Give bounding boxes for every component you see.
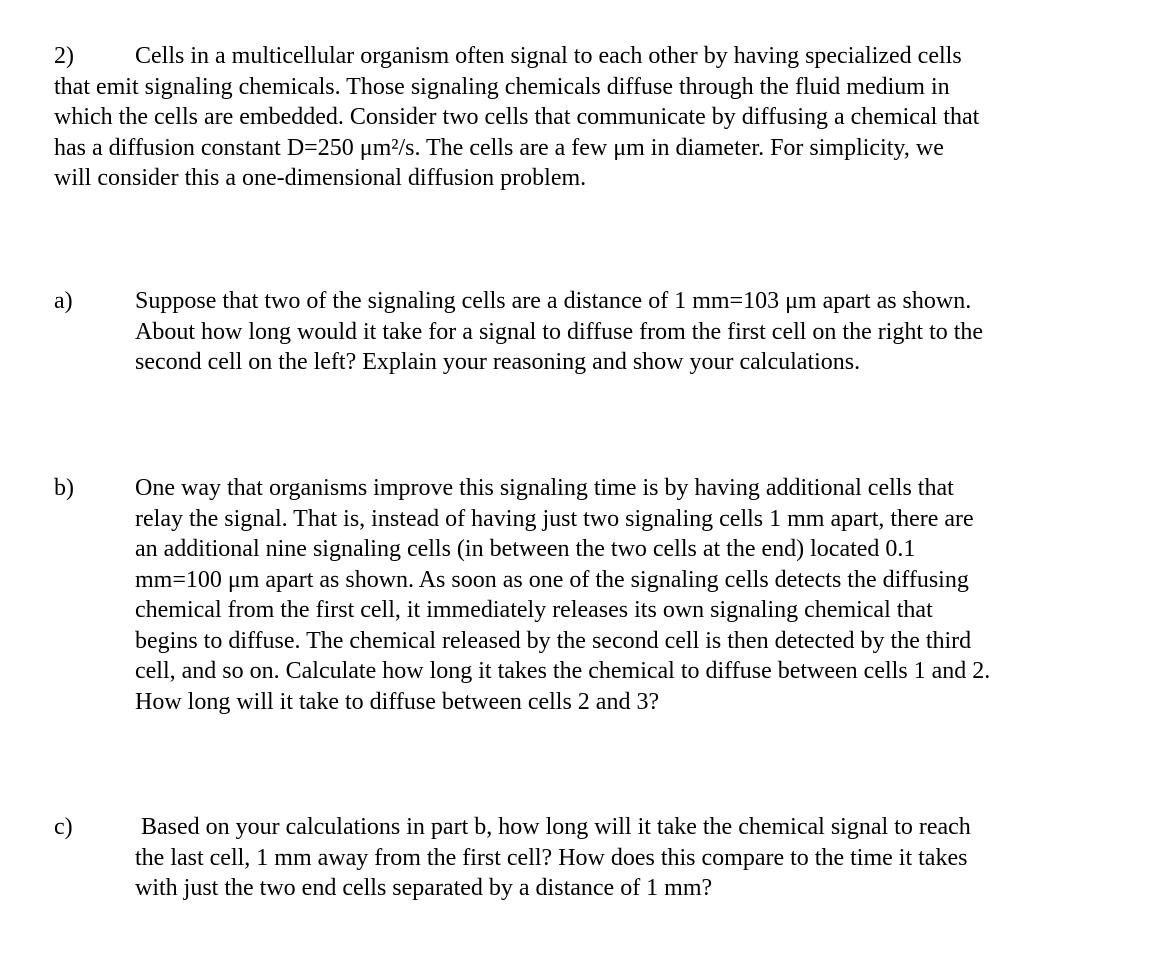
part-c xyxy=(54,812,1114,904)
part-b-line: mm=100 μm apart as shown. As soon as one of the signaling cells detects the diffusing xyxy=(135,566,969,593)
part-a-text xyxy=(135,286,1114,378)
part-b-line: begins to diffuse. The chemical released by the second cell is then detected by the third xyxy=(135,627,972,654)
part-b-line: One way that organisms improve this signaling time is by having additional cells that xyxy=(135,475,954,501)
part-b-text xyxy=(135,473,1114,717)
part-b-label: b) xyxy=(54,475,74,501)
part-c-line: with just the two end cells separated by a distance of 1 mm? xyxy=(135,875,713,901)
part-a-line: About how long would it take for a signal to diffuse from the first cell on the right to the xyxy=(135,318,984,345)
part-b-line: How long will it take to diffuse between cells 2 and 3? xyxy=(135,688,660,715)
part-b-line: cell, and so on. Calculate how long it takes the chemical to diffuse between cells 1 and 2. xyxy=(135,658,991,684)
part-c-text xyxy=(135,812,1114,904)
part-b-line: relay the signal. That is, instead of having just two signaling cells 1 mm apart, there are xyxy=(135,505,974,532)
part-b xyxy=(54,473,1114,717)
intro-line: that emit signaling chemicals. Those signaling chemicals diffuse through the fluid medium in xyxy=(54,73,950,100)
part-b-line: an additional nine signaling cells (in between the two cells at the end) located 0.1 xyxy=(135,536,916,562)
part-c-label: c) xyxy=(54,814,73,840)
problem-intro xyxy=(54,41,1114,194)
problem-number: 2) xyxy=(54,43,74,69)
part-a-label: a) xyxy=(54,288,73,314)
intro-line: which the cells are embedded. Consider two cells that communicate by diffusing a chemical that xyxy=(54,104,980,130)
part-c-line: Based on your calculations in part b, how long will it take the chemical signal to reach xyxy=(141,814,971,840)
part-a-line: second cell on the left? Explain your reasoning and show your calculations. xyxy=(135,349,861,375)
part-a-line: Suppose that two of the signaling cells are a distance of 1 mm=103 μm apart as shown. xyxy=(135,288,972,314)
part-b-line: chemical from the first cell, it immediately releases its own signaling chemical that xyxy=(135,597,933,623)
part-a xyxy=(54,286,1114,378)
intro-line: 2) Cells in a multicellular organism often signal to each other by having specialized cells xyxy=(54,41,1114,72)
intro-line: has a diffusion constant D=250 μm²/s. The cells are a few μm in diameter. For simplicity, we xyxy=(54,134,944,161)
intro-line: will consider this a one-dimensional diffusion problem. xyxy=(54,165,587,191)
part-c-line: the last cell, 1 mm away from the first cell? How does this compare to the time it takes xyxy=(135,844,968,871)
